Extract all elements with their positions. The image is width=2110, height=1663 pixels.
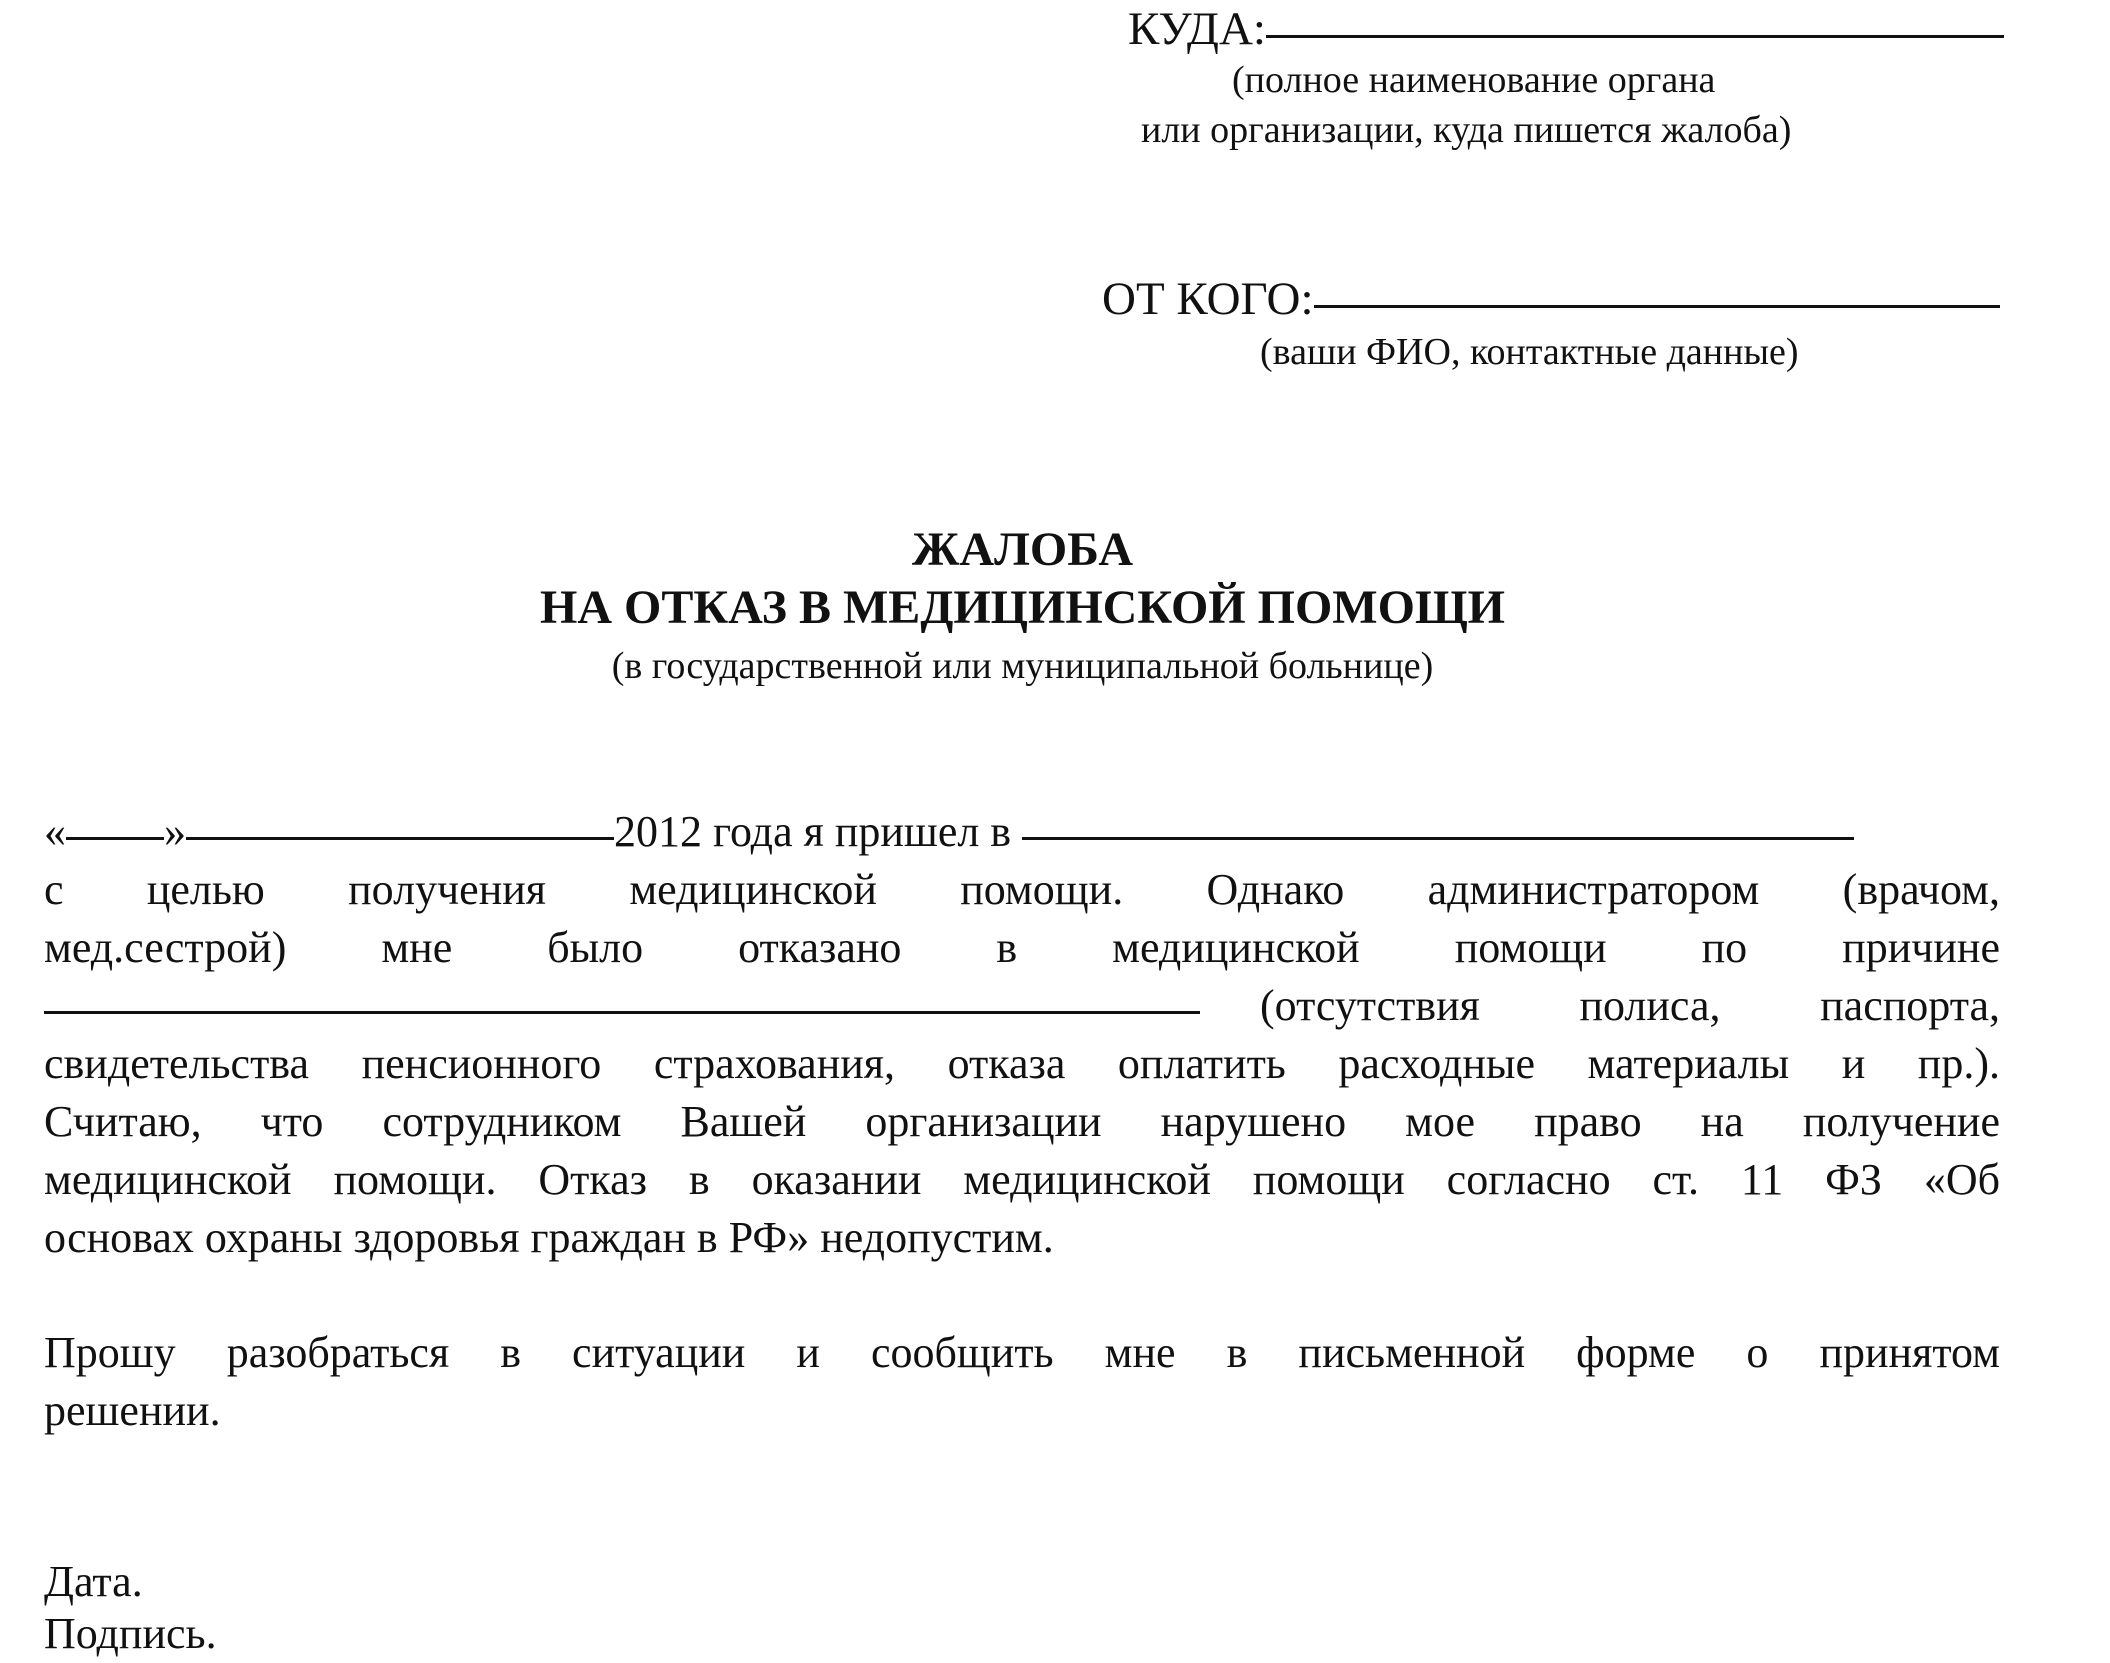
from-label: ОТ КОГО: (1102, 273, 1314, 325)
body-line-5: свидетельства пенсионного страхования, отказа оплатить расходные материалы и пр.). (44, 1039, 2000, 1088)
month-blank[interactable] (186, 837, 614, 840)
body-line-6: Считаю, что сотрудником Вашей организации нарушено мое право на получение (44, 1097, 2000, 1146)
date-line (44, 803, 1854, 861)
from-field (1102, 272, 2000, 326)
reason-blank[interactable] (44, 1011, 1200, 1014)
date-close-quote: » (164, 807, 186, 856)
body-line-7: медицинской помощи. Отказ в оказании медицинской помощи согласно ст. 11 ФЗ «Об (44, 1155, 2000, 1204)
document-title: ЖАЛОБА (912, 523, 1133, 576)
request-line-2: решении. (44, 1386, 221, 1435)
date-open-quote: « (44, 807, 66, 856)
to-hint-line1: (полное наименование органа (1232, 59, 1716, 101)
to-blank-line[interactable] (1266, 35, 2004, 38)
from-hint: (ваши ФИО, контактные данные) (1260, 331, 1799, 373)
signature-label: Подпись. (44, 1609, 217, 1658)
body-line-8: основах охраны здоровья граждан в РФ» недопустим. (44, 1213, 1054, 1262)
date-label: Дата. (44, 1557, 143, 1606)
body-line-2: с целью получения медицинской помощи. Однако администратором (врачом, (44, 865, 2000, 914)
to-field (1128, 2, 2004, 56)
year-text: 2012 года я пришел в (614, 807, 1012, 856)
body-line-4-tail: (отсутствия полиса, паспорта, (1260, 981, 2000, 1030)
body-line-3: мед.сестрой) мне было отказано в медицинской помощи по причине (44, 923, 2000, 972)
document-title-line2: НА ОТКАЗ В МЕДИЦИНСКОЙ ПОМОЩИ (540, 581, 1505, 634)
request-line-1: Прошу разобраться в ситуации и сообщить мне в письменной форме о принятом (44, 1328, 2000, 1377)
document-subtitle: (в государственной или муниципальной больнице) (611, 645, 1434, 687)
institution-blank[interactable] (1022, 837, 1854, 840)
day-blank[interactable] (66, 837, 164, 840)
to-label: КУДА: (1128, 3, 1266, 55)
to-hint-line2: или организации, куда пишется жалоба) (1141, 109, 1792, 151)
from-blank-line[interactable] (1314, 305, 2000, 308)
body-line-4 (44, 977, 2000, 1035)
